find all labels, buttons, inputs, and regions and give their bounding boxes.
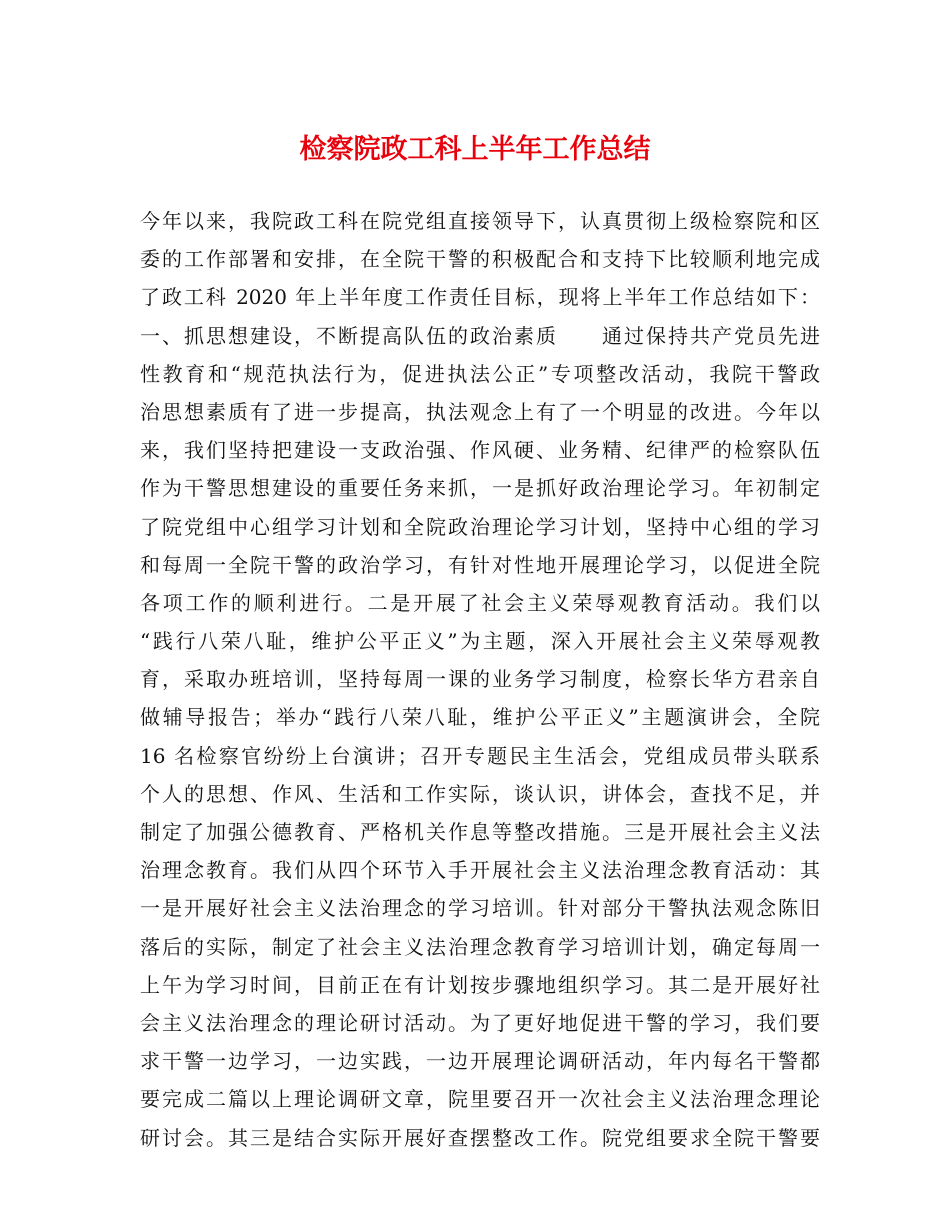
body-line: 求干警一边学习，一边实践，一边开展理论调研活动，年内每名干警都	[140, 1049, 820, 1074]
body-line: 一、抓思想建设，不断提高队伍的政治素质 通过保持共产党员先进	[140, 323, 820, 348]
body-line: 一是开展好社会主义法治理念的学习培训。针对部分干警执法观念陈旧	[140, 896, 820, 921]
body-line: 了院党组中心组学习计划和全院政治理论学习计划，坚持中心组的学习	[140, 514, 820, 539]
body-line: 今年以来，我院政工科在院党组直接领导下，认真贯彻上级检察院和区	[140, 209, 820, 233]
document-body	[140, 202, 820, 1157]
body-line: 育，采取办班培训，坚持每周一课的业务学习制度，检察长华方君亲自	[140, 667, 820, 692]
body-line: 性教育和“规范执法行为，促进执法公正”专项整改活动，我院干警政	[140, 361, 820, 386]
body-line: “践行八荣八耻，维护公平正义”为主题，深入开展社会主义荣辱观教	[140, 629, 820, 654]
body-line: 16 名检察官纷纷上台演讲；召开专题民主生活会，党组成员带头联系	[140, 743, 820, 768]
body-line: 研讨会。其三是结合实际开展好查摆整改工作。院党组要求全院干警要	[140, 1125, 820, 1150]
body-line: 了政工科 2020 年上半年度工作责任目标，现将上半年工作总结如下：	[140, 285, 820, 310]
body-line: 治理念教育。我们从四个环节入手开展社会主义法治理念教育活动：其	[140, 858, 820, 883]
body-line: 会主义法治理念的理论研讨活动。为了更好地促进干警的学习，我们要	[140, 1010, 820, 1035]
body-line: 各项工作的顺利进行。二是开展了社会主义荣辱观教育活动。我们以	[140, 590, 820, 615]
body-line: 个人的思想、作风、生活和工作实际，谈认识，讲体会，查找不足，并	[140, 781, 820, 806]
body-line: 上午为学习时间，目前正在有计划按步骤地组织学习。其二是开展好社	[140, 972, 820, 997]
body-line: 落后的实际，制定了社会主义法治理念教育学习培训计划，确定每周一	[140, 934, 820, 959]
body-line: 来，我们坚持把建设一支政治强、作风硬、业务精、纪律严的检察队伍	[140, 438, 820, 463]
body-line: 和每周一全院干警的政治学习，有针对性地开展理论学习，以促进全院	[140, 552, 820, 577]
document-title: 检察院政工科上半年工作总结	[299, 134, 651, 165]
body-line: 作为干警思想建设的重要任务来抓，一是抓好政治理论学习。年初制定	[140, 476, 820, 501]
body-line: 治思想素质有了进一步提高，执法观念上有了一个明显的改进。今年以	[140, 399, 820, 424]
body-line: 要完成二篇以上理论调研文章，院里要召开一次社会主义法治理念理论	[140, 1087, 820, 1112]
body-line: 制定了加强公德教育、严格机关作息等整改措施。三是开展社会主义法	[140, 820, 820, 844]
body-line: 做辅导报告；举办“践行八荣八耻，维护公平正义”主题演讲会，全院	[140, 705, 820, 730]
body-line: 委的工作部署和安排，在全院干警的积极配合和支持下比较顺利地完成	[140, 247, 820, 272]
